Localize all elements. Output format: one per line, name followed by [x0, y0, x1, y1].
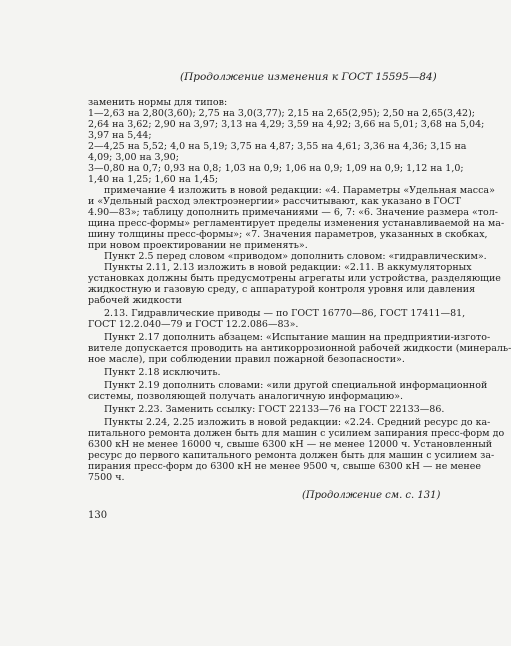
text-line: 2—4,25 на 5,52; 4,0 на 5,19; 3,75 на 4,87; 3,55 на 4,61; 3,36 на 4,36; 3,15 на [88, 141, 467, 152]
text-line: Пункт 2.19 дополнить словами: «или другой специальной информационной [104, 380, 488, 391]
text-line: 7500 ч. [88, 472, 125, 483]
page-header: (Продолжение изменения к ГОСТ 15595—84) [180, 71, 437, 83]
text-line: Пункт 2.18 исключить. [104, 367, 221, 378]
text-line: 4,09; 3,00 на 3,90; [88, 152, 179, 163]
continuation-note: (Продолжение см. с. 131) [302, 490, 441, 501]
text-line: пирания пресс-форм до 6300 кН не менее 9500 ч, свыше 6300 кН — не менее [88, 461, 481, 472]
text-line: системы, позволяющей получать аналогичную информацию». [88, 391, 404, 402]
text-line: 2.13. Гидравлические приводы — по ГОСТ 16770—86, ГОСТ 17411—81, [104, 308, 466, 319]
text-line: Пункты 2.11, 2.13 изложить в новой редакции: «2.11. В аккумуляторных [104, 262, 472, 273]
text-line: Пункт 2.23. Заменить ссылку: ГОСТ 22133—76 на ГОСТ 22133—86. [104, 404, 445, 415]
text-line: щина пресс-формы» регламентирует пределы изменения устанавливаемой на ма- [88, 218, 505, 229]
text-line: 1,40 на 1,25; 1,60 на 1,45; [88, 174, 219, 185]
text-line: заменить нормы для типов: [88, 97, 228, 108]
text-line: при новом проектировании не применять». [88, 240, 308, 251]
text-line: ное масле), при соблюдении правил пожарной безопасности». [88, 354, 405, 365]
text-line: установках должны быть предусмотрены агрегаты или устройства, разделяющие [88, 273, 501, 284]
text-line: и «Удельный расход электроэнергии» рассчитывают, как указано в ГОСТ [88, 196, 461, 207]
text-line: 4.90—83»; таблицу дополнить примечаниями — 6, 7: «6. Значение размера «тол- [88, 207, 498, 218]
text-line: вителе допускается проводить на антикоррозионной рабочей жидкости (минераль- [88, 343, 511, 354]
text-line: 6300 кН не менее 16000 ч, свыше 6300 кН — не менее 12000 ч. Установленный [88, 439, 493, 450]
page-number: 130 [88, 510, 108, 521]
text-line: 1—2,63 на 2,80(3,60); 2,75 на 3,0(3,77); 2,15 на 2,65(2,95); 2,50 на 2,65(3,42); [88, 108, 475, 119]
text-line: Пункты 2.24, 2.25 изложить в новой редакции: «2.24. Средний ресурс до ка- [104, 417, 491, 428]
text-line: ГОСТ 12.2.040—79 и ГОСТ 12.2.086—83». [88, 319, 299, 330]
text-line: Пункт 2.5 перед словом «приводом» дополнить словом: «гидравлическим». [104, 251, 487, 262]
text-line: шину толщины пресс-формы»; «7. Значения параметров, указанных в скобках, [88, 229, 488, 240]
text-line: примечание 4 изложить в новой редакции: «4. Параметры «Удельная масса» [104, 185, 495, 196]
text-line: 3—0,80 на 0,7; 0,93 на 0,8; 1,03 на 0,9; 1,06 на 0,9; 1,09 на 0,9; 1,12 на 1,0; [88, 163, 464, 174]
text-line: жидкостную и газовую среду, с аппаратурой контроля уровня или давления [88, 284, 476, 295]
text-line: рабочей жидкости [88, 295, 182, 306]
text-line: ресурс до первого капитального ремонта должен быть для машин с усилием за- [88, 450, 495, 461]
text-line: питального ремонта должен быть для машин с усилием запирания пресс-форм до [88, 428, 505, 439]
text-line: 2,64 на 3,62; 2,90 на 3,97; 3,13 на 4,29; 3,59 на 4,92; 3,66 на 5,01; 3,68 на 5,04; [88, 119, 485, 130]
text-line: 3,97 на 5,44; [88, 130, 152, 141]
text-line: Пункт 2.17 дополнить абзацем: «Испытание машин на предприятии-изгото- [104, 332, 491, 343]
